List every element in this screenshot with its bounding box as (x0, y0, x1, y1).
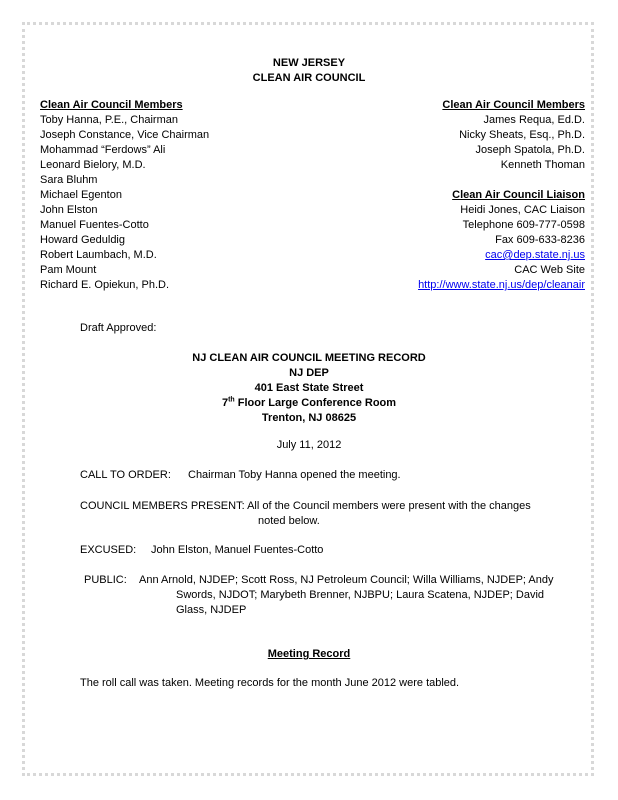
meeting-date: July 11, 2012 (276, 439, 342, 451)
meeting-title-block (0, 351, 618, 426)
excused-text: John Elston, Manuel Fuentes-Cotto (151, 544, 324, 556)
meeting-street: 401 East State Street (254, 382, 364, 394)
meeting-city: Trenton, NJ 08625 (261, 412, 357, 424)
right-member-column (325, 98, 585, 293)
present-text-1: All of the Council members were present with the changes (247, 500, 531, 512)
floor-number: 7 (221, 397, 229, 409)
liaison-email-link[interactable]: cac@dep.state.nj.us (485, 249, 585, 261)
public-attendees (84, 573, 554, 618)
excused-label: EXCUSED: (80, 544, 137, 556)
liaison-telephone: Telephone 609-777-0598 (462, 219, 585, 231)
floor-room: Floor Large Conference Room (234, 397, 397, 409)
meeting-floor (0, 396, 618, 411)
member-name: James Requa, Ed.D. (483, 114, 585, 126)
member-name: Michael Egenton (40, 189, 122, 201)
member-name: Robert Laumbach, M.D. (40, 249, 157, 261)
liaison-heading: Clean Air Council Liaison (452, 189, 585, 201)
public-text-2: Swords, NJDOT; Marybeth Brenner, NJBPU; Laura Scatena, NJDEP; David (176, 589, 545, 601)
present-label: COUNCIL MEMBERS PRESENT: (80, 500, 245, 512)
member-name: Toby Hanna, P.E., Chairman (40, 114, 178, 126)
member-name: Mohammad “Ferdows” Ali (40, 144, 166, 156)
excused (80, 543, 540, 558)
members-present (80, 499, 540, 529)
public-label: PUBLIC: (84, 574, 127, 586)
member-name: Sara Bluhm (40, 174, 98, 186)
meeting-record-text: The roll call was taken. Meeting records for the month June 2012 were tabled. (80, 677, 460, 689)
left-members-heading: Clean Air Council Members (40, 99, 183, 111)
member-name: Kenneth Thoman (500, 159, 585, 171)
website-link[interactable]: http://www.state.nj.us/dep/cleanair (418, 279, 585, 291)
member-name: Joseph Spatola, Ph.D. (475, 144, 585, 156)
header-line-1: NEW JERSEY (272, 57, 346, 69)
public-line-1 (84, 573, 554, 588)
member-name: Manuel Fuentes-Cotto (40, 219, 149, 231)
meeting-record-heading: Meeting Record (267, 648, 351, 660)
member-name: Joseph Constance, Vice Chairman (40, 129, 210, 141)
member-name: Nicky Sheats, Esq., Ph.D. (459, 129, 585, 141)
call-to-order-label: CALL TO ORDER: (80, 469, 171, 481)
left-member-column (40, 98, 290, 293)
website-label: CAC Web Site (514, 264, 585, 276)
meeting-org: NJ DEP (289, 367, 329, 379)
right-members-heading: Clean Air Council Members (442, 99, 585, 111)
member-name: Leonard Bielory, M.D. (40, 159, 146, 171)
meeting-title: NJ CLEAN AIR COUNCIL MEETING RECORD (192, 352, 426, 364)
liaison-fax: Fax 609-633-8236 (495, 234, 585, 246)
draft-approved: Draft Approved: (80, 322, 157, 334)
member-name: Pam Mount (40, 264, 97, 276)
call-to-order-text: Chairman Toby Hanna opened the meeting. (188, 469, 401, 481)
present-line-1 (80, 499, 540, 514)
member-name: Richard E. Opiekun, Ph.D. (40, 279, 170, 291)
member-name: Howard Geduldig (40, 234, 125, 246)
public-text-3: Glass, NJDEP (176, 604, 247, 616)
present-text-2: noted below. (258, 515, 320, 527)
liaison-name: Heidi Jones, CAC Liaison (460, 204, 585, 216)
call-to-order (80, 468, 540, 483)
header-line-2: CLEAN AIR COUNCIL (252, 72, 366, 84)
member-name: John Elston (40, 204, 98, 216)
public-text-1: Ann Arnold, NJDEP; Scott Ross, NJ Petroleum Council; Willa Williams, NJDEP; Andy (139, 574, 554, 586)
floor-superscript: th (228, 396, 235, 404)
document-header (0, 56, 618, 86)
